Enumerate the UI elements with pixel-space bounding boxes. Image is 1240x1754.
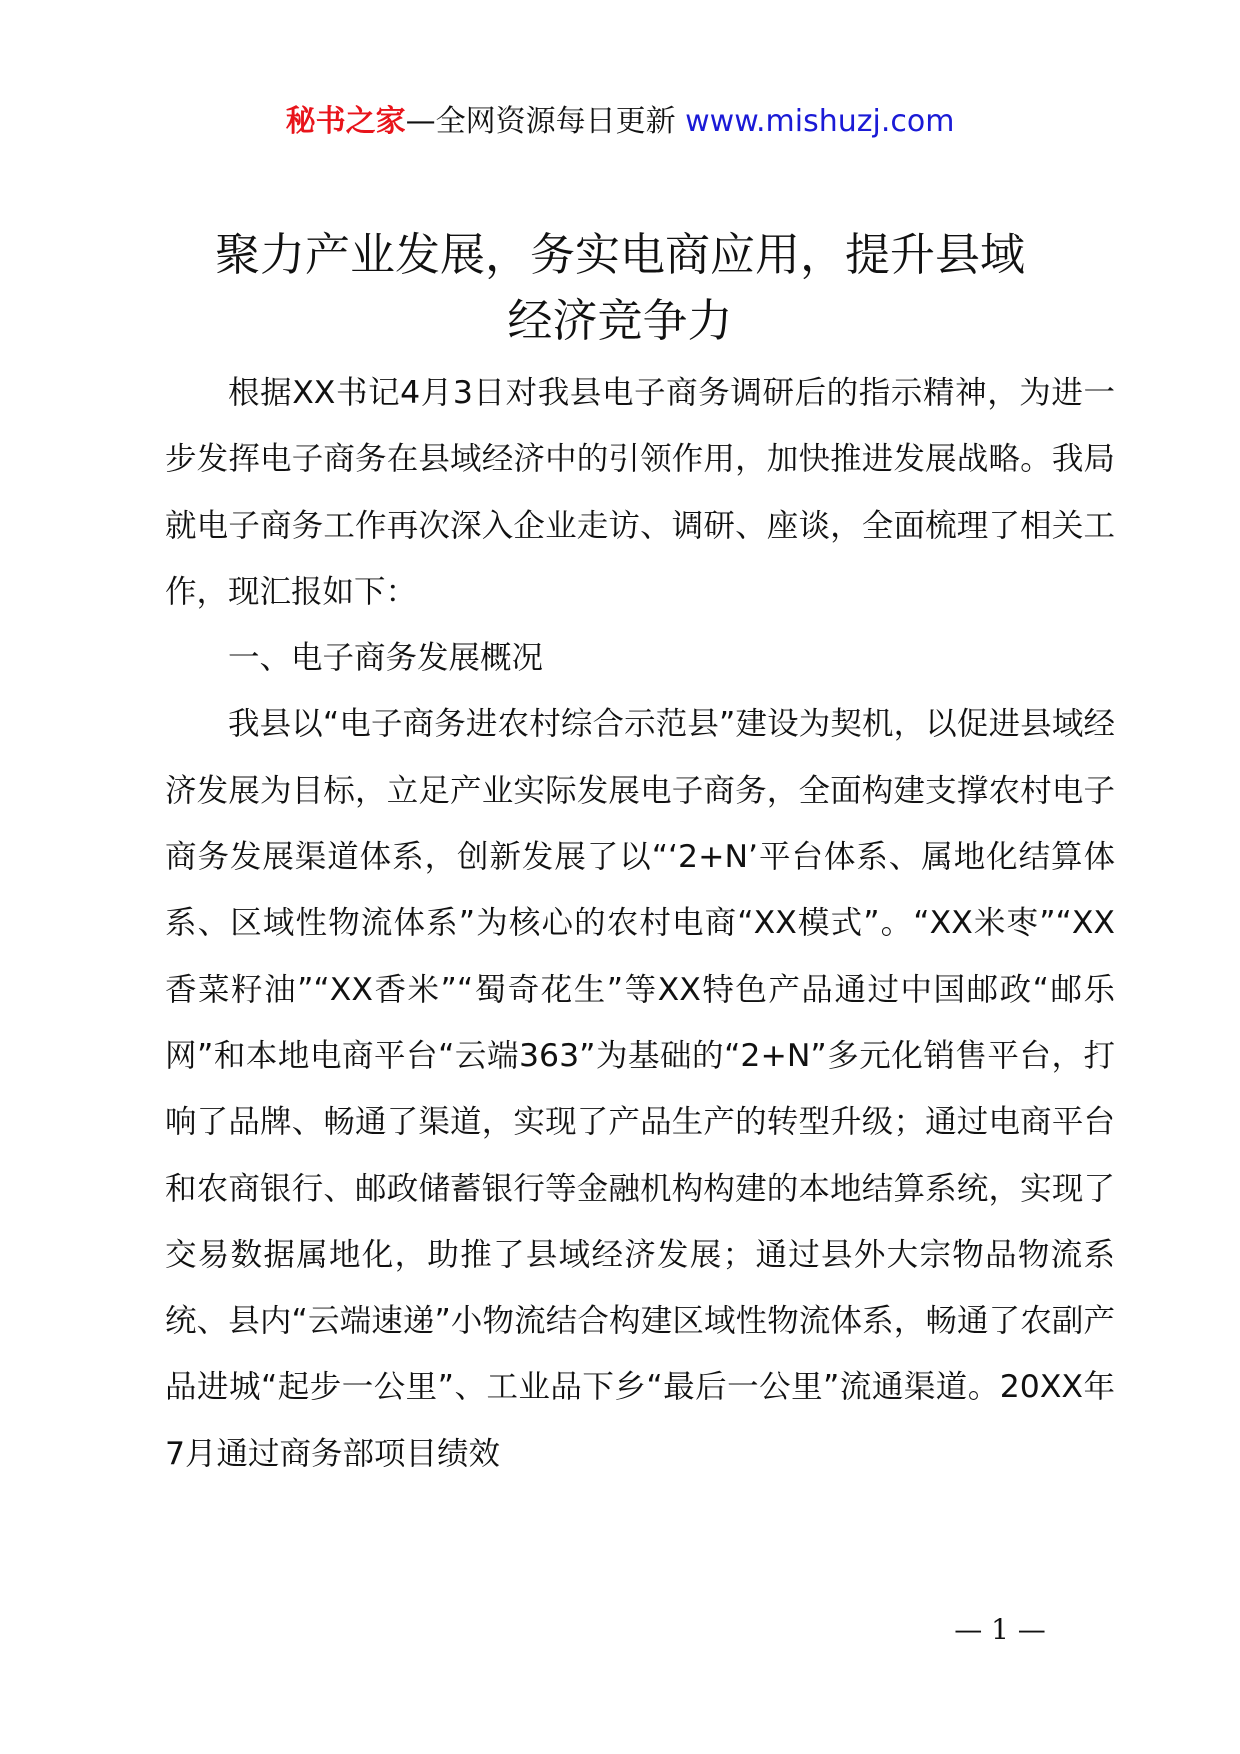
section-heading-overview: 一、电子商务发展概况	[228, 640, 544, 677]
site-url-link[interactable]: www.mishuzj.com	[685, 104, 955, 139]
document-title	[0, 222, 1240, 354]
site-slogan: —全网资源每日更新	[405, 104, 676, 139]
page-number: — 1 —	[954, 1613, 1046, 1646]
document-body	[165, 360, 1115, 1487]
site-brand-name: 秘书之家	[285, 104, 406, 139]
document-title-line-1: 聚力产业发展，务实电商应用，提升县域	[214, 228, 1025, 281]
intro-paragraph: 根据XX书记4月3日对我县电子商务调研后的指示精神，为进一步发挥电子商务在县域经济中的引领作用，加快推进发展战略。我局就电子商务工作再次深入企业走访、调研、座谈，全面梳理了相关工作，现汇报如下：	[165, 375, 1115, 610]
document-title-line-2: 经济竞争力	[507, 294, 733, 347]
overview-paragraph: 我县以“电子商务进农村综合示范县”建设为契机，以促进县域经济发展为目标，立足产业实际发展电子商务，全面构建支撑农村电子商务发展渠道体系，创新发展了以“‘2+N’平台体系、属地化结算体系、区域性物流体系”为核心的农村电商“XX模式”。“XX米枣”“XX香菜籽油”“XX香米”“蜀奇花生”等XX特色产品通过中国邮政“邮乐网”和本地电商平台“云端363”为基础的“2+N”多元化销售平台，打响了品牌、畅通了渠道，实现了产品生产的转型升级；通过电商平台和农商银行、邮政储蓄银行等金融机构构建的本地结算系统，实现了交易数据属地化，助推了县域经济发展；通过县外大宗物品物流系统、县内“云端速递”小物流结合构建区域性物流体系，畅通了农副产品进城“起步一公里”、工业品下乡“最后一公里”流通渠道。20XX年7月通过商务部项目绩效	[165, 706, 1115, 1472]
site-banner	[0, 100, 1240, 144]
